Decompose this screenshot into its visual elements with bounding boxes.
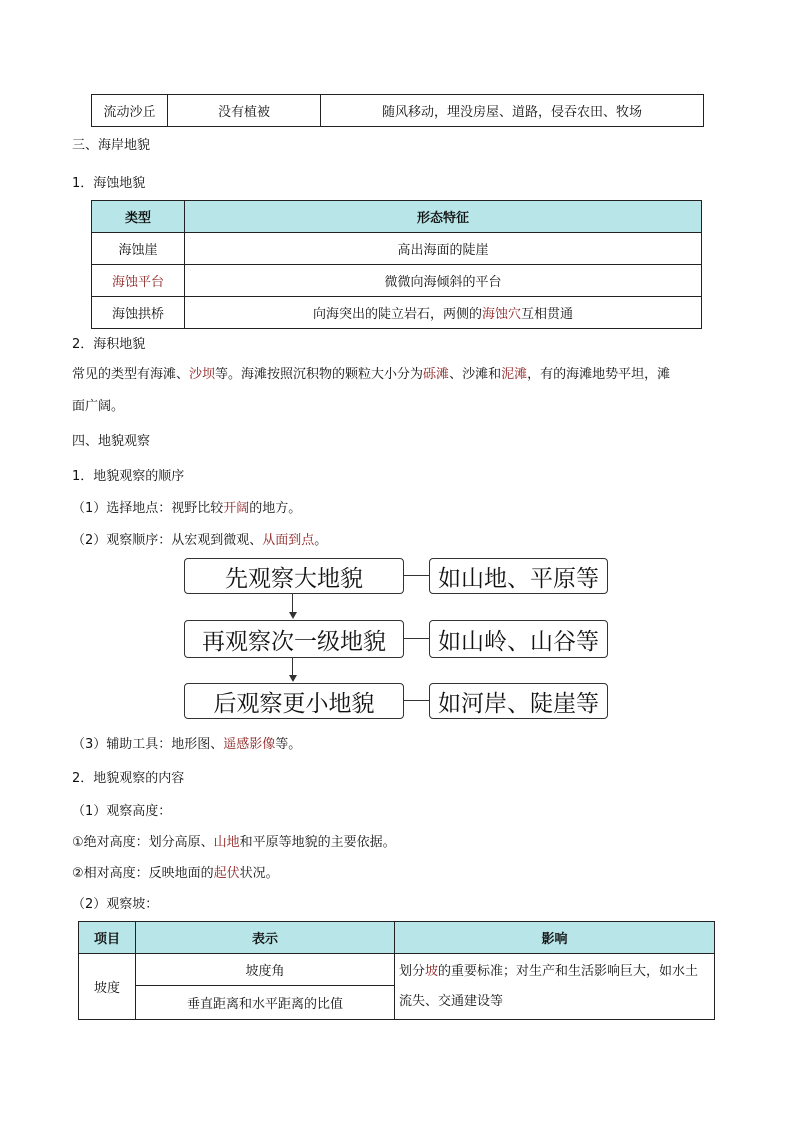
diagram-right-box-2: 如山岭、山谷等 <box>429 620 608 658</box>
para-red-gravel: 砾滩 <box>423 367 450 382</box>
diagram-right-box-3: 如河岸、陡崖等 <box>429 683 608 719</box>
header-effect: 影响 <box>395 922 715 954</box>
feature-arch-pre: 向海突出的陡立岩石，两侧的 <box>312 307 482 322</box>
slope-item-cell: 坡度 <box>79 954 136 1020</box>
step-3-pre: （3）辅助工具：地形图、 <box>72 737 224 752</box>
slope-title: （2）观察坡： <box>72 897 159 912</box>
diagram-left-box-3: 后观察更小地貌 <box>184 683 404 719</box>
header-type: 类型 <box>92 201 185 233</box>
observation-order-title: 1．地貌观察的顺序 <box>72 469 185 484</box>
connector-line-3 <box>404 700 429 701</box>
section-4-title: 四、地貌观察 <box>72 434 151 449</box>
dune-type-cell: 流动沙丘 <box>92 95 168 127</box>
feature-arch-post: 互相贯通 <box>521 307 574 322</box>
deposition-landform-title: 2．海积地貌 <box>72 337 146 352</box>
feature-platform: 微微向海倾斜的平台 <box>185 265 702 297</box>
deposition-paragraph-line1 <box>72 366 670 384</box>
relative-height <box>72 865 279 883</box>
absolute-height <box>72 834 396 852</box>
para-text: 、沙滩和 <box>449 367 502 382</box>
dune-feature-cell: 随风移动，埋没房屋、道路，侵吞农田、牧场 <box>321 95 704 127</box>
step-1-post: 的地方。 <box>249 501 302 516</box>
header-feature: 形态特征 <box>185 201 702 233</box>
abs-height-post: 和平原等地貌的主要依据。 <box>239 835 396 850</box>
para-red-mud: 泥滩 <box>501 367 528 382</box>
dune-vegetation-cell: 没有植被 <box>168 95 321 127</box>
diagram-right-box-1: 如山地、平原等 <box>429 558 608 594</box>
header-item: 项目 <box>79 922 136 954</box>
sand-dune-table <box>91 94 704 127</box>
effect-red: 坡 <box>425 963 439 979</box>
para-text: ，有的海滩地势平坦，滩 <box>527 367 671 382</box>
abs-height-red: 山地 <box>213 835 240 850</box>
effect-post: 的重要标准；对生产和生活影响巨大，如水土 <box>438 963 699 979</box>
step-1 <box>72 500 301 518</box>
effect-line2: 流失、交通建设等 <box>399 993 504 1009</box>
down-arrow-1-shaft <box>292 594 293 612</box>
para-red-sandbar: 沙坝 <box>189 367 216 382</box>
slope-rep-ratio: 垂直距离和水平距离的比值 <box>136 986 395 1020</box>
step-3-post: 等。 <box>275 737 302 752</box>
section-3-title: 三、海岸地貌 <box>72 138 151 153</box>
effect-pre: 划分 <box>399 963 426 979</box>
step-3 <box>72 736 301 754</box>
height-title: （1）观察高度： <box>72 804 172 819</box>
erosion-landform-title: 1．海蚀地貌 <box>72 176 146 191</box>
down-arrow-2-icon <box>289 675 297 682</box>
header-representation: 表示 <box>136 922 395 954</box>
feature-cliff: 高出海面的陡崖 <box>185 233 702 265</box>
feature-arch <box>185 297 702 329</box>
slope-effect-cell <box>395 954 715 1020</box>
para-text: 常见的类型有海滩、 <box>72 367 190 382</box>
rel-height-post: 状况。 <box>239 866 279 881</box>
step-2 <box>72 532 327 550</box>
abs-height-pre: ①绝对高度：划分高原、 <box>72 835 214 850</box>
step-3-red: 遥感影像 <box>223 737 276 752</box>
diagram-left-box-2: 再观察次一级地貌 <box>184 620 404 658</box>
erosion-landform-table <box>91 200 702 329</box>
observation-content-title: 2．地貌观察的内容 <box>72 771 185 786</box>
down-arrow-2-shaft <box>292 658 293 675</box>
rel-height-pre: ②相对高度：反映地面的 <box>72 866 214 881</box>
step-1-pre: （1）选择地点：视野比较 <box>72 501 224 516</box>
rel-height-red: 起伏 <box>213 866 240 881</box>
type-arch: 海蚀拱桥 <box>92 297 185 329</box>
step-1-red: 开阔 <box>223 501 250 516</box>
type-platform: 海蚀平台 <box>92 265 185 297</box>
deposition-paragraph-line2: 面广阔。 <box>72 399 125 414</box>
connector-line-1 <box>404 575 429 576</box>
slope-rep-angle: 坡度角 <box>136 954 395 986</box>
step-2-pre: （2）观察顺序：从宏观到微观、 <box>72 533 263 548</box>
diagram-left-box-1: 先观察大地貌 <box>184 558 404 594</box>
down-arrow-1-icon <box>289 612 297 619</box>
connector-line-2 <box>404 638 429 639</box>
feature-arch-red: 海蚀穴 <box>481 307 521 322</box>
slope-table <box>78 921 715 1020</box>
step-2-red: 从面到点 <box>262 533 315 548</box>
type-cliff: 海蚀崖 <box>92 233 185 265</box>
para-text: 等。海滩按照沉积物的颗粒大小分为 <box>215 367 424 382</box>
step-2-post: 。 <box>314 533 328 548</box>
